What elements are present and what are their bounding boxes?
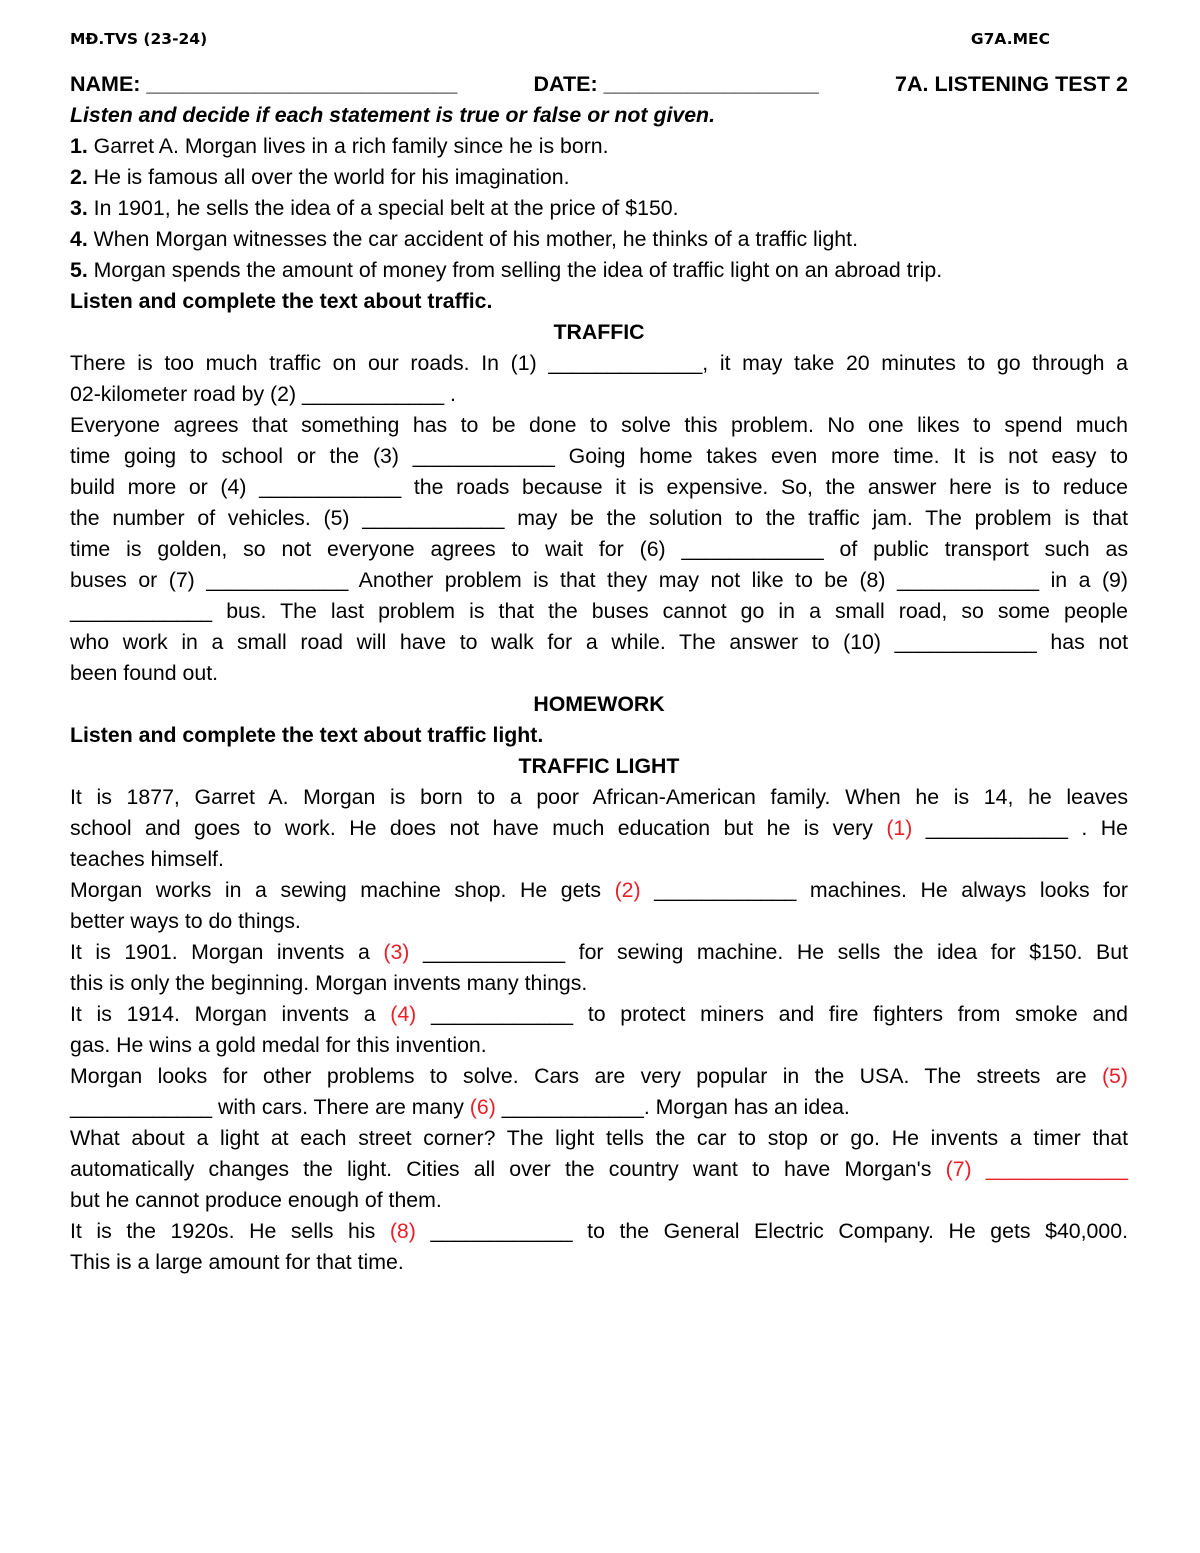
list-item [70, 131, 1128, 162]
blank-number: (7) ____________ [945, 1157, 1128, 1181]
line-text: better ways to do things. [70, 909, 301, 933]
item-number: 2. [70, 165, 88, 189]
part1-instruction: Listen and decide if each statement is true or false or not given. [70, 103, 715, 127]
blank-number: (4) [390, 1002, 417, 1026]
passage-line [70, 937, 1128, 968]
blank-number: (8) [389, 1219, 416, 1243]
blank-number: (2) [614, 878, 641, 902]
passage-line [70, 1154, 1128, 1185]
passage-line [70, 875, 1128, 906]
line-text: teaches himself. [70, 847, 224, 871]
passage-line: ____________ bus. The last problem is that the buses cannot go in a small road, so some people [70, 599, 1128, 623]
part2-instruction: Listen and complete the text about traffic. [70, 289, 493, 313]
passage-line: Everyone agrees that something has to be done to solve this problem. No one likes to spend much [70, 413, 1128, 437]
passage-line [70, 782, 1128, 813]
passage-line [70, 1123, 1128, 1154]
line-text: ____________ machines. He always looks for [640, 878, 1128, 902]
line-text: ____________ with cars. There are many [70, 1095, 470, 1119]
line-text: ____________ to protect miners and fire fighters from smoke and [416, 1002, 1128, 1026]
blank-number: (5) [1101, 1064, 1128, 1088]
line-text: this is only the beginning. Morgan invents many things. [70, 971, 588, 995]
blank-number: (6) [469, 1095, 496, 1119]
item-text: He is famous all over the world for his imagination. [87, 165, 570, 189]
test-title: 7A. LISTENING TEST 2 [895, 72, 1128, 96]
line-text: Morgan works in a sewing machine shop. He gets [70, 878, 615, 902]
passage-line: build more or (4) ____________ the roads because it is expensive. So, the answer here is to reduce [70, 475, 1128, 499]
passage-line: time going to school or the (3) ____________ Going home takes even more time. It is not easy to [70, 444, 1128, 468]
passage-line: time is golden, so not everyone agrees to wait for (6) ____________ of public transport such as [70, 537, 1128, 561]
blank-number: (3) [383, 940, 410, 964]
item-number: 1. [70, 134, 88, 158]
passage-line [70, 844, 1128, 875]
passage-line [70, 1185, 1128, 1216]
part1-list [70, 131, 1128, 286]
line-text: but he cannot produce enough of them. [70, 1188, 442, 1212]
list-item [70, 224, 1128, 255]
line-text: It is 1901. Morgan invents a [70, 940, 384, 964]
line-text: ____________ to the General Electric Company. He gets $40,000. [415, 1219, 1128, 1243]
passage-line: been found out. [70, 661, 219, 685]
line-text: Morgan looks for other problems to solve. Cars are very popular in the USA. The streets are [70, 1064, 1102, 1088]
worksheet-content [70, 69, 1128, 1278]
line-text: It is the 1920s. He sells his [70, 1219, 390, 1243]
blank-number: (1) [886, 816, 913, 840]
date-field: DATE: __________________ [533, 72, 819, 96]
item-number: 3. [70, 196, 88, 220]
header-right: G7A.MEC [970, 30, 1050, 48]
passage-line [70, 999, 1128, 1030]
line-text: It is 1877, Garret A. Morgan is born to a poor African-American family. When he is 14, he leaves [70, 785, 1128, 809]
item-text: In 1901, he sells the idea of a special belt at the price of $150. [87, 196, 679, 220]
line-text: gas. He wins a gold medal for this invention. [70, 1033, 487, 1057]
passage-line [70, 1030, 1128, 1061]
traffic-title: TRAFFIC [553, 320, 645, 344]
line-text: ____________ for sewing machine. He sells the idea for $150. But [409, 940, 1129, 964]
list-item [70, 193, 1128, 224]
name-field: NAME: __________________________ [70, 72, 458, 96]
passage-line: 02-kilometer road by (2) ____________ . [70, 382, 456, 406]
item-number: 4. [70, 227, 88, 251]
line-text: ____________ . He [912, 816, 1128, 840]
line-text: ____________. Morgan has an idea. [495, 1095, 850, 1119]
passage-line [70, 1216, 1128, 1247]
passage-line [70, 1092, 1128, 1123]
passage-line: There is too much traffic on our roads. In (1) _____________, it may take 20 minutes to go through a [70, 351, 1128, 375]
line-text: This is a large amount for that time. [70, 1250, 404, 1274]
item-number: 5. [70, 258, 88, 282]
list-item [70, 162, 1128, 193]
line-text: automatically changes the light. Cities all over the country want to have Morgan's [70, 1157, 946, 1181]
list-item [70, 255, 1128, 286]
passage-line: who work in a small road will have to walk for a while. The answer to (10) ____________ has not [70, 630, 1128, 654]
passage-line [70, 1061, 1128, 1092]
traffic-passage [70, 348, 1128, 689]
title-row [70, 69, 1128, 100]
homework-heading: HOMEWORK [533, 692, 665, 716]
item-text: Garret A. Morgan lives in a rich family since he is born. [87, 134, 609, 158]
passage-line: buses or (7) ____________ Another problem is that they may not like to be (8) ____________ in a (9) [70, 568, 1128, 592]
passage-line: the number of vehicles. (5) ____________ may be the solution to the traffic jam. The problem is that [70, 506, 1128, 530]
item-text: When Morgan witnesses the car accident of his mother, he thinks of a traffic light. [87, 227, 858, 251]
passage-line [70, 968, 1128, 999]
passage-line [70, 906, 1128, 937]
traffic-light-passage [70, 782, 1128, 1278]
line-text: What about a light at each street corner? The light tells the car to stop or go. He invents a timer that [70, 1126, 1128, 1150]
traffic-light-title: TRAFFIC LIGHT [518, 754, 680, 778]
page-header [70, 30, 1050, 48]
line-text: school and goes to work. He does not have much education but he is very [70, 816, 887, 840]
homework-instruction: Listen and complete the text about traffic light. [70, 723, 544, 747]
passage-line [70, 1247, 1128, 1278]
header-left: MĐ.TVS (23-24) [70, 30, 208, 48]
item-text: Morgan spends the amount of money from selling the idea of traffic light on an abroad trip. [87, 258, 943, 282]
line-text: It is 1914. Morgan invents a [70, 1002, 391, 1026]
passage-line [70, 813, 1128, 844]
